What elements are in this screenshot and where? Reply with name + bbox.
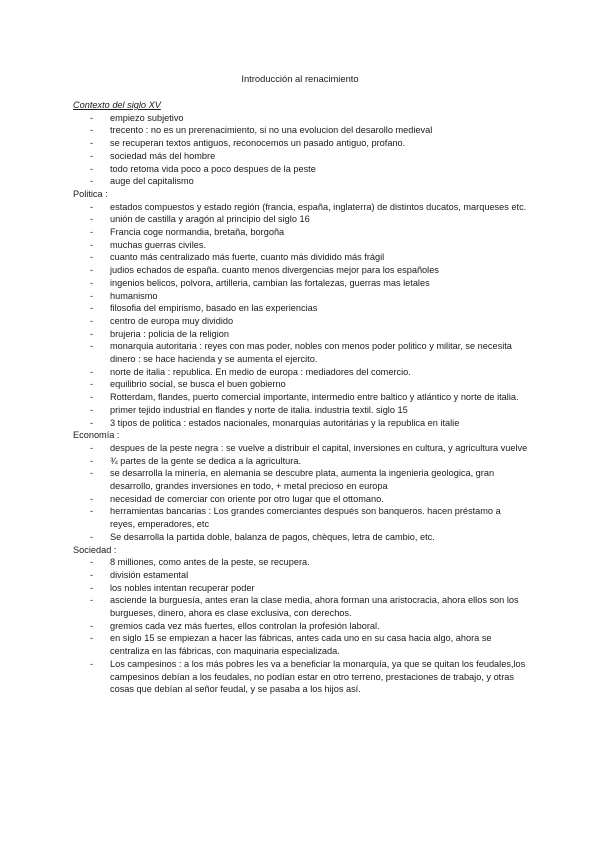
dash-bullet-icon: - <box>90 150 94 161</box>
list-item <box>73 442 528 455</box>
list-item-text: Los campesinos : a los más pobres les va a beneficiar la monarquía, ya que se quitan los feudales,los campesinos debían a los feudales, no podían estar en otro terreno, prestaciones de trabajo, y otras cosas que debían al señor feudal, y se pasaba a los hijos así. <box>110 658 526 695</box>
list-item <box>73 175 528 188</box>
list-item-text: Se desarrolla la partida doble, balanza de pagos, chèques, letra de cambio, etc. <box>110 531 435 542</box>
list-item-text: 3 tipos de politica : estados nacionales, monarquias autoritárias y la republica en italie <box>110 417 460 428</box>
list-item <box>73 315 528 328</box>
list-item-text: norte de italia : republica. En medio de europa : mediadores del comercio. <box>110 366 411 377</box>
dash-bullet-icon: - <box>90 569 94 580</box>
bullet-list <box>73 201 528 430</box>
list-item <box>73 594 528 619</box>
list-item-text: todo retoma vida poco a poco despues de la peste <box>110 163 316 174</box>
list-item <box>73 632 528 657</box>
list-item-text: división estamental <box>110 569 189 580</box>
dash-bullet-icon: - <box>90 468 94 479</box>
list-item <box>73 277 528 290</box>
list-item-text: se recuperan textos antiguos, reconocemos un pasado antiguo, profano. <box>110 138 406 149</box>
list-item <box>73 137 528 150</box>
dash-bullet-icon: - <box>90 138 94 149</box>
list-item <box>73 124 528 137</box>
section-heading: Sociedad : <box>73 544 117 555</box>
list-item <box>73 163 528 176</box>
list-item-text: Rotterdam, flandes, puerto comercial importante, intermedio entre baltico y atlántico y norte de italia. <box>110 392 519 403</box>
list-item-text: herramientas bancarias : Los grandes comerciantes después son banqueros. hacen préstamo a reyes, emperadores, etc <box>110 506 501 530</box>
list-item <box>73 455 528 468</box>
list-item <box>73 201 528 214</box>
list-item-text: filosofia del empirismo, basado en las experiencias <box>110 303 318 314</box>
dash-bullet-icon: - <box>90 214 94 225</box>
dash-bullet-icon: - <box>90 201 94 212</box>
dash-bullet-icon: - <box>90 366 94 377</box>
list-item <box>73 226 528 239</box>
section-heading: Politica : <box>73 188 108 199</box>
list-item-text: auge del capitalismo <box>110 176 194 187</box>
list-item-text: Francia coge normandia, bretaña, borgoña <box>110 227 285 237</box>
list-item <box>73 340 528 365</box>
list-item <box>73 569 528 582</box>
document-body <box>73 99 528 696</box>
dash-bullet-icon: - <box>90 531 94 542</box>
list-item-text: gremios cada vez más fuertes, ellos controlan la profesión laboral. <box>110 620 380 631</box>
list-item-text: estados compuestos y estado región (francia, españa, inglaterra) de distintos ducatos, marqueses etc. <box>110 201 527 212</box>
dash-bullet-icon: - <box>90 303 94 314</box>
list-item-text: primer tejido industrial en flandes y norte de italia. industria textil. siglo 15 <box>110 404 408 415</box>
dash-bullet-icon: - <box>90 163 94 174</box>
list-item-text: ¾ partes de la gente se dedica a la agricultura. <box>110 455 302 466</box>
list-item-text: asciende la burguesía, antes eran la clase media, ahora forman una aristocracia, ahora ellos son los burgueses, dinero, ahora es clase exclusiva, con derechos. <box>110 595 519 619</box>
dash-bullet-icon: - <box>90 176 94 187</box>
dash-bullet-icon: - <box>90 633 94 644</box>
dash-bullet-icon: - <box>90 265 94 276</box>
list-item-text: trecento : no es un prerenacimiento, si no una evolucion del desarollo medieval <box>110 125 433 136</box>
dash-bullet-icon: - <box>90 277 94 288</box>
list-item-text: se desarrolla la minería, en alemania se descubre plata, aumenta la ingenieria geologica, gran desarrollo, grandes inversiones en todo, + metal precioso en europa <box>110 468 495 492</box>
dash-bullet-icon: - <box>90 315 94 326</box>
list-item <box>73 302 528 315</box>
dash-bullet-icon: - <box>90 392 94 403</box>
list-item-text: monarquia autoritaria : reyes con mas poder, nobles con menos poder politico y militar, se necesita dinero : se hace hacienda y se aumenta el ejercito. <box>110 341 512 365</box>
dash-bullet-icon: - <box>90 595 94 606</box>
list-item-text: ingenios belicos, polvora, artilleria, cambian las fortalezas, guerras mas letales <box>110 277 430 288</box>
list-item-text: en siglo 15 se empiezan a hacer las fábricas, antes cada uno en su casa hacia algo, ahora se centraliza en las fábricas, con maquinaria especializada. <box>110 633 492 657</box>
list-item-text: equilibrio social, se busca el buen gobierno <box>110 379 286 390</box>
list-item-text: los nobles intentan recuperar poder <box>110 582 255 593</box>
dash-bullet-icon: - <box>90 341 94 352</box>
dash-bullet-icon: - <box>90 582 94 593</box>
dash-bullet-icon: - <box>90 379 94 390</box>
list-item-text: empiezo subjetivo <box>110 112 184 123</box>
dash-bullet-icon: - <box>90 239 94 250</box>
dash-bullet-icon: - <box>90 557 94 568</box>
list-item <box>73 582 528 595</box>
dash-bullet-icon: - <box>90 227 94 237</box>
section-heading: Economía : <box>73 430 120 441</box>
list-item <box>73 417 528 430</box>
dash-bullet-icon: - <box>90 125 94 136</box>
list-item-text: necesidad de comerciar con oriente por otro lugar que el ottomano. <box>110 493 384 504</box>
bullet-list <box>73 112 528 188</box>
dash-bullet-icon: - <box>90 252 94 263</box>
list-item <box>73 505 528 530</box>
dash-bullet-icon: - <box>90 328 94 339</box>
list-item <box>73 378 528 391</box>
list-item-text: humanismo <box>110 290 158 301</box>
dash-bullet-icon: - <box>90 442 94 453</box>
list-item-text: 8 milliones, como antes de la peste, se recupera. <box>110 557 310 568</box>
list-item <box>73 366 528 379</box>
bullet-list <box>73 442 528 544</box>
dash-bullet-icon: - <box>90 404 94 415</box>
list-item <box>73 290 528 303</box>
list-item-text: muchas guerras civiles. <box>110 239 206 250</box>
list-item <box>73 264 528 277</box>
dash-bullet-icon: - <box>90 493 94 504</box>
list-item <box>73 404 528 417</box>
dash-bullet-icon: - <box>90 658 94 669</box>
list-item-text: brujeria : policia de la religion <box>110 328 229 339</box>
dash-bullet-icon: - <box>90 417 94 428</box>
list-item <box>73 620 528 633</box>
list-item <box>73 112 528 125</box>
list-item-text: sociedad más del hombre <box>110 150 216 161</box>
dash-bullet-icon: - <box>90 620 94 631</box>
dash-bullet-icon: - <box>90 290 94 301</box>
list-item-text: judios echados de españa. cuanto menos divergencias mejor para los españoles <box>110 265 439 276</box>
list-item <box>73 150 528 163</box>
section-heading: Contexto del siglo XV <box>73 100 161 110</box>
list-item-text: centro de europa muy dividido <box>110 315 234 326</box>
list-item <box>73 556 528 569</box>
list-item-text: cuanto más centralizado más fuerte, cuanto más dividido más frágil <box>110 252 385 263</box>
list-item <box>73 328 528 341</box>
list-item <box>73 658 528 696</box>
list-item <box>73 493 528 506</box>
list-item-text: unión de castilla y aragón al principio del siglo 16 <box>110 214 310 225</box>
list-item <box>73 391 528 404</box>
list-item <box>73 213 528 226</box>
dash-bullet-icon: - <box>90 506 94 517</box>
dash-bullet-icon: - <box>90 112 94 123</box>
list-item <box>73 251 528 264</box>
dash-bullet-icon: - <box>90 455 94 466</box>
list-item <box>73 239 528 252</box>
list-item <box>73 531 528 544</box>
list-item-text: despues de la peste negra : se vuelve a distribuir el capital, inversiones en cultura, y agricultura vuelve <box>110 442 528 453</box>
document-title: Introducción al renacimiento <box>241 73 359 84</box>
list-item <box>73 467 528 492</box>
bullet-list <box>73 556 528 696</box>
